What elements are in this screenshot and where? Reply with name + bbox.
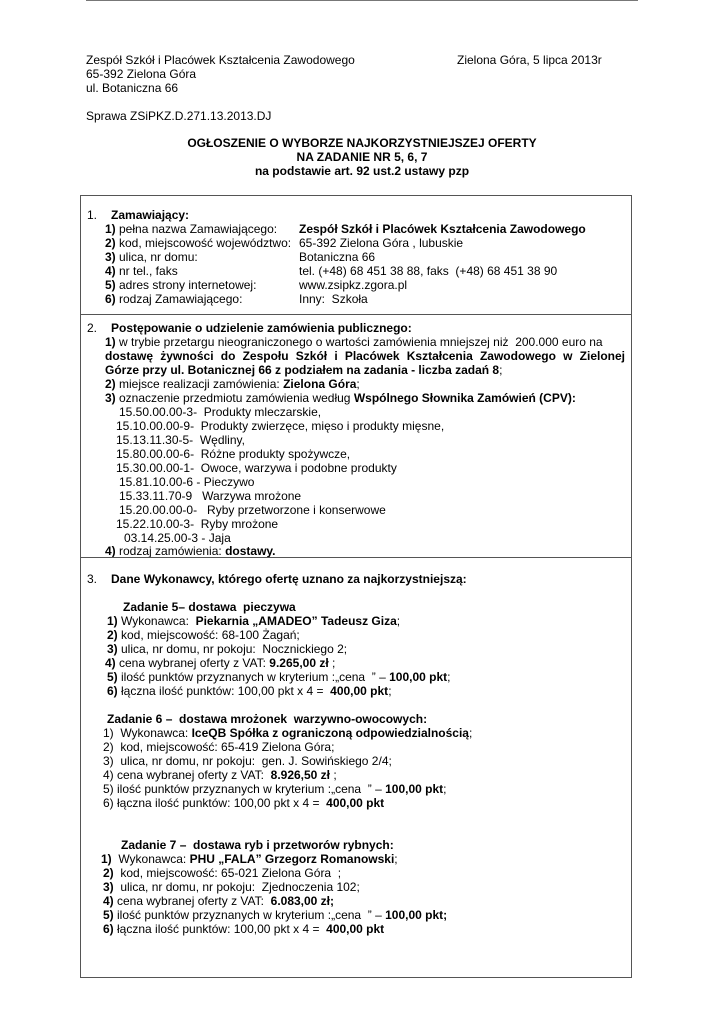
- cpv-item: 15.10.00.00-9- Produkty zwierzęce, mięso i produkty mięsne,: [116, 419, 445, 433]
- row-number: 3): [105, 391, 116, 405]
- cpv-item: 15.22.10.00-3- Ryby mrożone: [116, 517, 279, 531]
- cpv-item: 15.20.00.00-0- Ryby przetworzone i konserwowe: [119, 503, 386, 517]
- procedure-subject-line-1: dostawę żywności do Zespołu Szkół i Placówek Kształcenia Zawodowego w Zielonej: [105, 349, 625, 363]
- total-label: łączna ilość punktów: 100,00 pkt x 4 =: [117, 684, 331, 698]
- task-7-total: 400,00 pkt: [326, 922, 385, 936]
- section-2-box: [80, 314, 632, 558]
- task-5-total: 400,00 pkt: [330, 684, 389, 698]
- task-5-title: Zadanie 5– dostawa pieczywa: [123, 600, 296, 614]
- total-label: łączna ilość punktów: 100,00 pkt x 4 =: [113, 796, 327, 810]
- points-label: ilość punktów przyznanych w kryterium :„cena ” –: [113, 782, 386, 796]
- section-3-box: [80, 557, 632, 978]
- section-3-heading: Dane Wykonawcy, którego ofertę uznano za najkorzystniejszą:: [111, 572, 467, 586]
- location-label: miejsce realizacji zamówienia:: [115, 377, 284, 391]
- row-label: pełna nazwa Zamawiającego:: [115, 222, 278, 236]
- punctuation: ;: [328, 656, 336, 670]
- row-number: 4): [103, 768, 114, 782]
- punctuation: ;: [396, 614, 401, 628]
- procedure-text: w trybie przetargu nieograniczonego o wartości zamówienia mniejszej niż 200.000 euro na: [115, 335, 603, 349]
- punctuation: ;: [468, 726, 473, 740]
- row-label: ulica, nr domu:: [115, 250, 198, 264]
- row-number: 5): [103, 782, 114, 796]
- location-value: Zielona Góra: [283, 377, 357, 391]
- cpv-label: oznaczenie przedmiotu zamówienia według: [115, 391, 354, 405]
- row-number: 6): [105, 292, 116, 306]
- row-number: 1): [103, 726, 114, 740]
- contractor-label: Wykonawca:: [113, 726, 192, 740]
- row-number: 3): [103, 754, 114, 768]
- title-line-3: na podstawie art. 92 ust.2 ustawy pzp: [254, 164, 470, 178]
- price-label: cena wybranej oferty z VAT:: [113, 894, 271, 908]
- task-5-contractor: Piekarnia „AMADEO” Tadeusz Giza: [195, 614, 397, 628]
- cpv-item: 15.50.00.00-3- Produkty mleczarskie,: [119, 405, 322, 419]
- task-5-points: 100,00 pkt: [389, 670, 448, 684]
- ordering-party-name: Zespół Szkół i Placówek Kształcenia Zawodowego: [299, 222, 586, 236]
- row-number: 6): [103, 922, 114, 936]
- row-number: 3): [107, 642, 118, 656]
- section-2-number: 2.: [87, 321, 98, 335]
- school-street: ul. Botaniczna 66: [86, 81, 179, 95]
- ordering-party-phone: tel. (+48) 68 451 38 88, faks (+48) 68 451 38 90: [299, 264, 558, 278]
- task-5-price: 9.265,00 zł: [269, 656, 329, 670]
- row-number: 6): [103, 796, 114, 810]
- punctuation: ;: [443, 782, 447, 796]
- row-number: 1): [105, 335, 116, 349]
- task-6-total: 400,00 pkt: [326, 796, 385, 810]
- task-7-code-city: kod, miejscowość: 65-021 Zielona Góra ;: [113, 866, 342, 880]
- cpv-item: 15.33.11.70-9 Warzywa mrożone: [119, 489, 302, 503]
- task-7-points: 100,00 pkt;: [385, 908, 448, 922]
- cpv-item: 03.14.25.00-3 - Jaja: [124, 531, 231, 545]
- school-city: 65-392 Zielona Góra: [86, 67, 197, 81]
- points-label: ilość punktów przyznanych w kryterium :„cena ” –: [113, 908, 386, 922]
- case-reference: Sprawa ZSiPKZ.D.271.13.2013.DJ: [86, 109, 272, 123]
- points-label: ilość punktów przyznanych w kryterium :„cena ” –: [117, 670, 390, 684]
- task-6-title: Zadanie 6 – dostawa mrożonek warzywno-owocowych:: [107, 712, 428, 726]
- task-6-street: ulica, nr domu, nr pokoju: gen. J. Sowińskiego 2/4;: [113, 754, 392, 768]
- punctuation: ;: [330, 894, 335, 908]
- place-date: Zielona Góra, 5 lipca 2013r: [457, 53, 602, 67]
- section-2-heading: Postępowanie o udzielenie zamówienia publicznego:: [111, 321, 412, 335]
- contractor-label: Wykonawca:: [117, 614, 196, 628]
- row-number: 6): [107, 684, 118, 698]
- cpv-item: 15.30.00.00-1- Owoce, warzywa i podobne produkty: [116, 461, 397, 475]
- ordering-party-code: 65-392 Zielona Góra , lubuskie: [299, 236, 464, 250]
- cpv-item: 15.80.00.00-6- Różne produkty spożywcze,: [116, 447, 351, 461]
- section-3-number: 3.: [87, 572, 98, 586]
- section-1-number: 1.: [87, 208, 98, 222]
- contractor-label: Wykonawca:: [111, 852, 190, 866]
- row-label: kod, miejscowość województwo:: [115, 236, 292, 250]
- row-number: 2): [105, 236, 116, 250]
- order-type-label: rodzaj zamówienia:: [115, 544, 226, 558]
- row-number: 3): [103, 880, 114, 894]
- punctuation: ;: [447, 670, 451, 684]
- row-number: 4): [105, 544, 116, 558]
- row-number: 4): [105, 264, 116, 278]
- row-number: 5): [103, 908, 114, 922]
- row-number: 2): [103, 740, 114, 754]
- cpv-item: 15.13.11.30-5- Wędliny,: [116, 433, 245, 447]
- task-5-code-city: kod, miejscowość: 68-100 Żagań;: [117, 628, 300, 642]
- total-label: łączna ilość punktów: 100,00 pkt x 4 =: [113, 922, 327, 936]
- row-number: 1): [101, 852, 112, 866]
- task-6-code-city: kod, miejscowość: 65-419 Zielona Góra;: [113, 740, 335, 754]
- cpv-heading: Wspólnego Słownika Zamówień (CPV):: [353, 391, 576, 405]
- section-1-box: [80, 195, 632, 315]
- punctuation: ;: [499, 363, 503, 377]
- title-line-2: NA ZADANIE NR 5, 6, 7: [296, 150, 428, 164]
- punctuation: ;: [330, 768, 337, 782]
- punctuation: ;: [394, 852, 398, 866]
- task-6-points: 100,00 pkt: [385, 782, 444, 796]
- row-label: rodzaj Zamawiającego:: [115, 292, 243, 306]
- task-6-contractor: IceQB Spółka z ograniczoną odpowiedzialnością: [191, 726, 469, 740]
- row-number: 3): [105, 250, 116, 264]
- task-7-contractor: PHU „FALA” Grzegorz Romanowski: [189, 852, 395, 866]
- order-type-value: dostawy.: [225, 544, 276, 558]
- task-7-title: Zadanie 7 – dostawa ryb i przetworów rybnych:: [121, 838, 394, 852]
- price-label: cena wybranej oferty z VAT:: [113, 768, 271, 782]
- cpv-item: 15.81.10.00-6 - Pieczywo: [119, 475, 255, 489]
- row-label: adres strony internetowej:: [115, 278, 257, 292]
- row-number: 4): [105, 656, 116, 670]
- section-1-heading: Zamawiający:: [111, 208, 190, 222]
- title-line-1: OGŁOSZENIE O WYBORZE NAJKORZYSTNIEJSZEJ OFERTY: [187, 136, 537, 150]
- punctuation: ;: [356, 377, 360, 391]
- row-number: 2): [107, 628, 118, 642]
- ordering-party-type: Inny: Szkoła: [299, 292, 368, 306]
- task-7-street: ulica, nr domu, nr pokoju: Zjednoczenia 102;: [113, 880, 360, 894]
- top-rule: [86, 0, 638, 1]
- task-5-street: ulica, nr domu, nr pokoju: Nocznickiego 2;: [117, 642, 348, 656]
- row-label: nr tel., faks: [115, 264, 178, 278]
- procedure-subject-line-2: Górze przy ul. Botanicznej 66 z podziałem na zadania - liczba zadań 8: [105, 363, 500, 377]
- row-number: 4): [103, 894, 114, 908]
- row-number: 2): [105, 377, 116, 391]
- punctuation: ;: [388, 684, 392, 698]
- row-number: 1): [105, 222, 116, 236]
- price-label: cena wybranej oferty z VAT:: [115, 656, 270, 670]
- row-number: 1): [107, 614, 118, 628]
- ordering-party-street: Botaniczna 66: [299, 250, 376, 264]
- task-7-price: 6.083,00 zł: [270, 894, 331, 908]
- row-number: 5): [105, 278, 116, 292]
- ordering-party-website: www.zsipkz.zgora.pl: [299, 278, 408, 292]
- row-number: 2): [103, 866, 114, 880]
- task-6-price: 8.926,50 zł: [270, 768, 331, 782]
- school-name: Zespół Szkół i Placówek Kształcenia Zawodowego: [86, 53, 355, 67]
- row-number: 5): [107, 670, 118, 684]
